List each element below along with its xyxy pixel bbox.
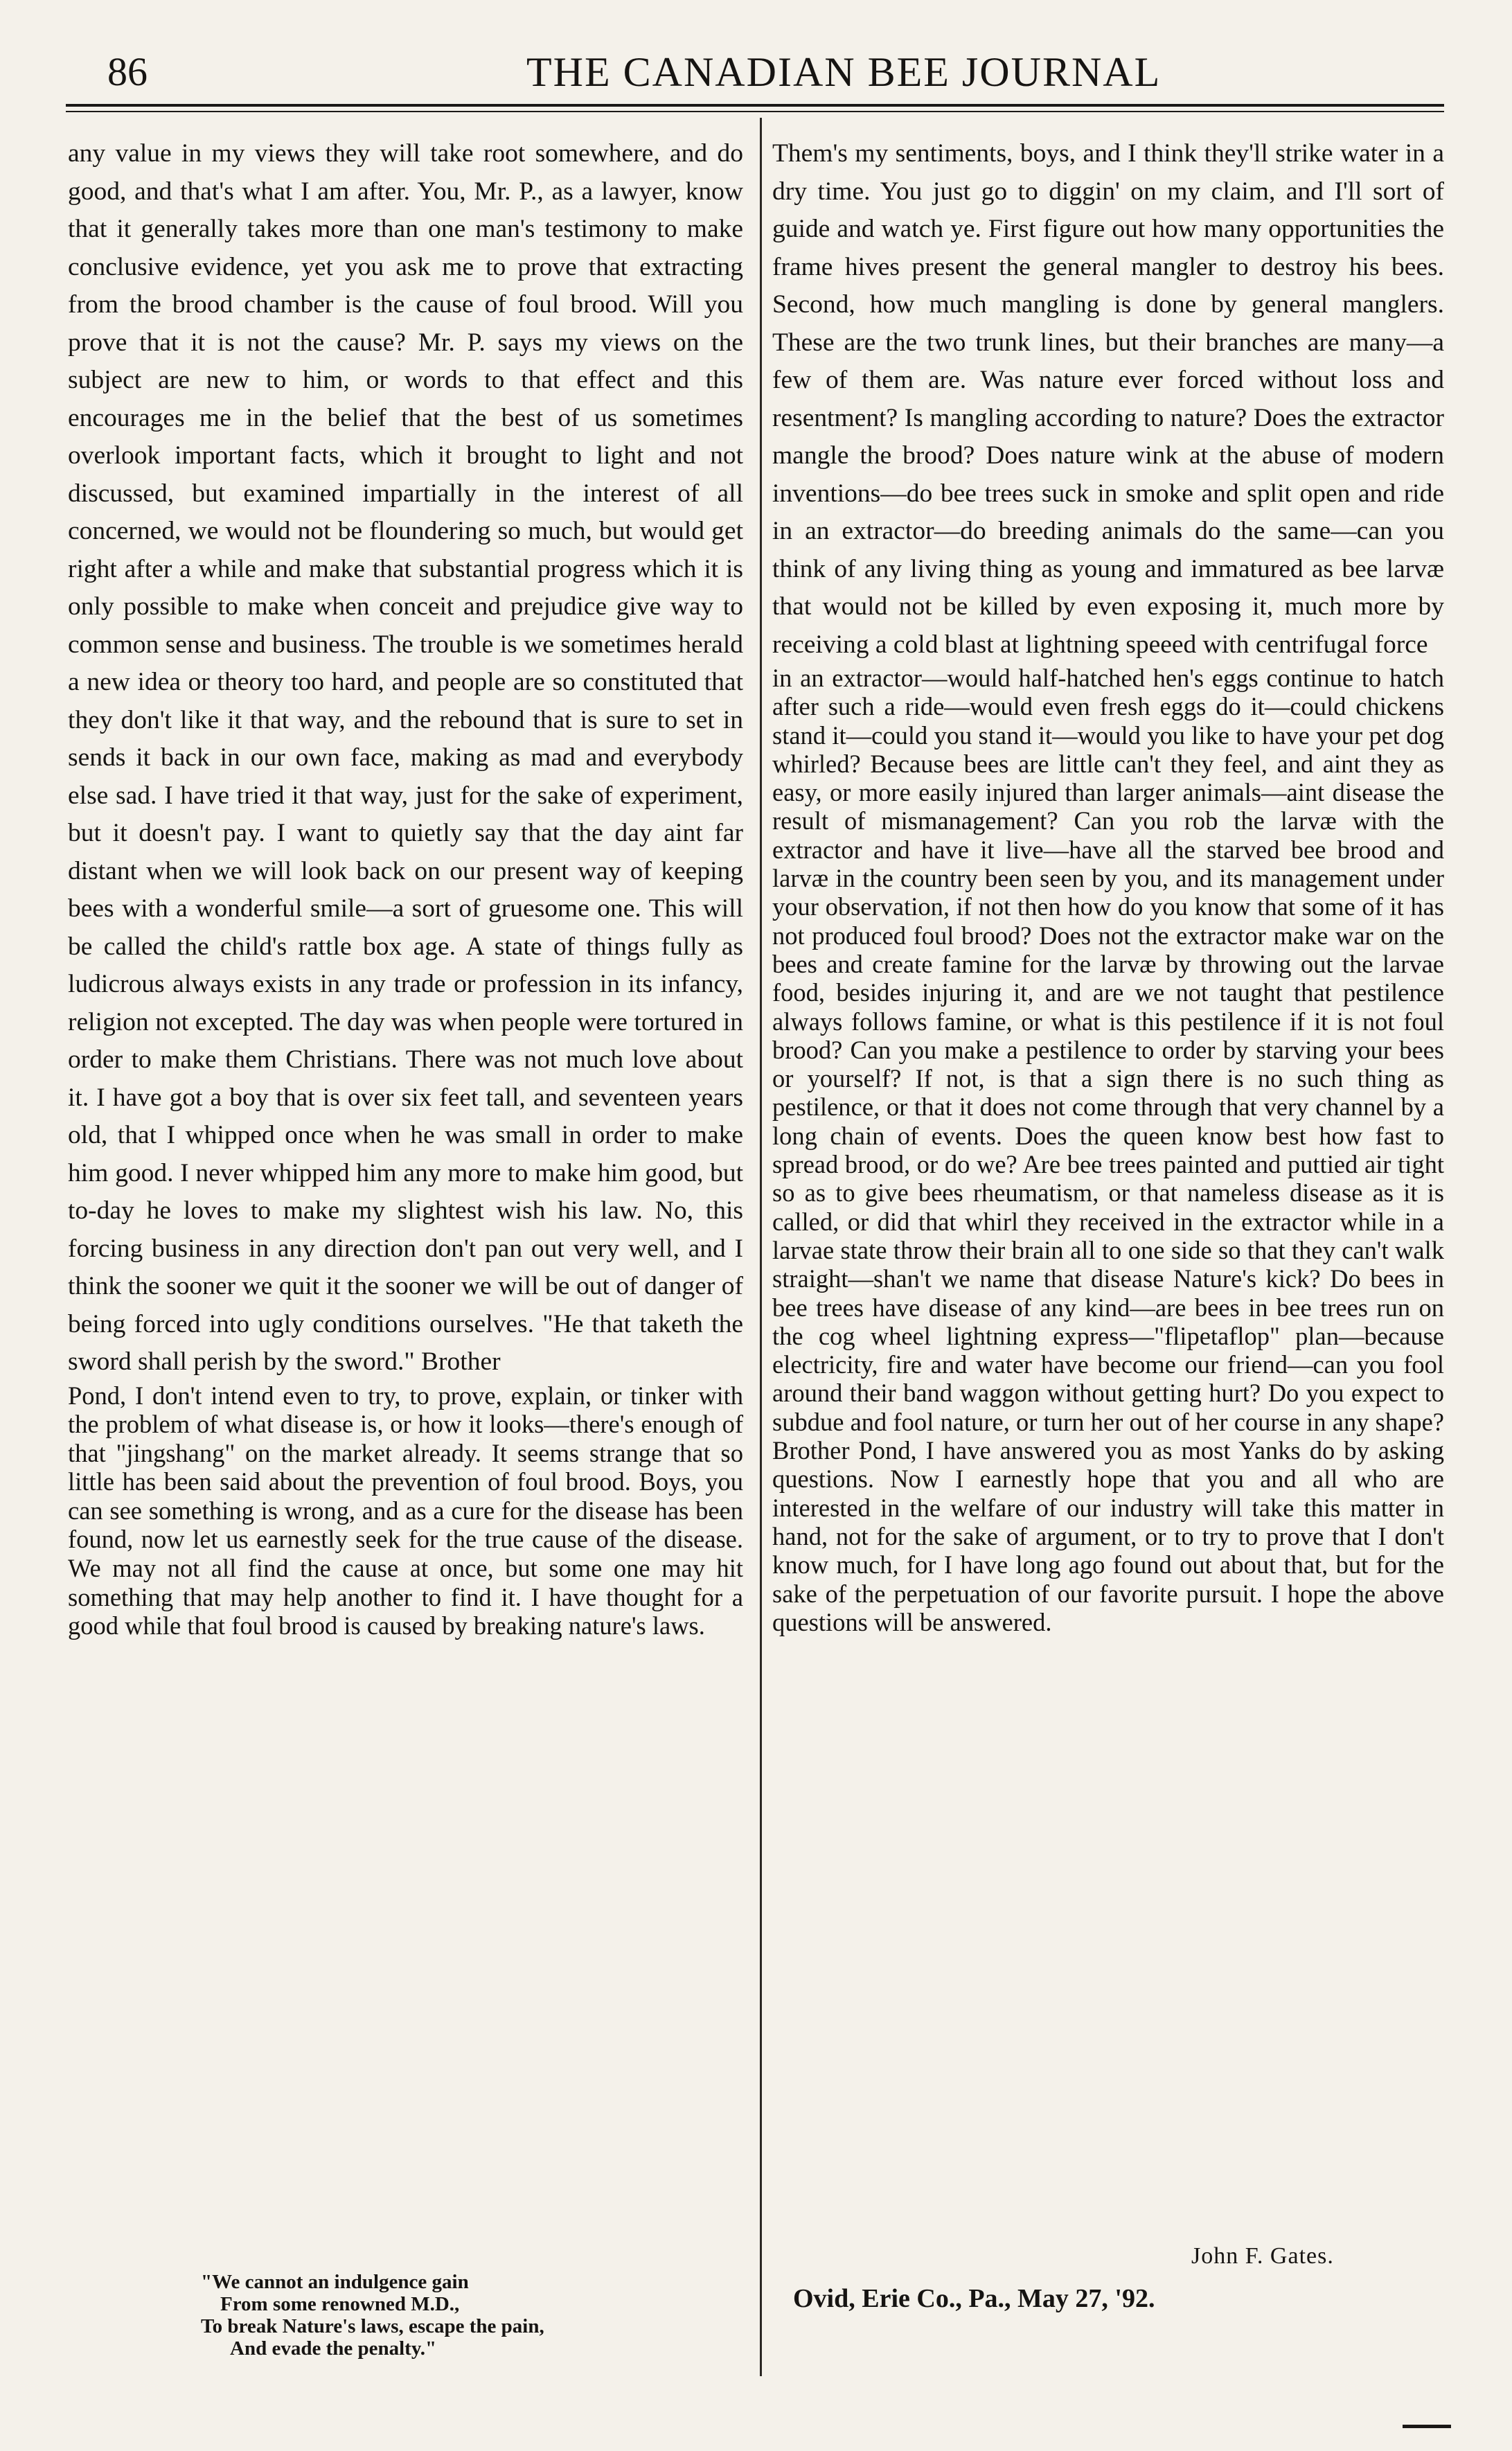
left-column bbox=[68, 135, 743, 1640]
author-signature: John F. Gates. bbox=[1191, 2243, 1334, 2269]
left-paragraph-1: any value in my views they will take root somewhere, and do good, and that's what I am after. You, Mr. P., as a lawyer, know that it generally takes more than one man's testimony to make conclusive evidence, yet you ask me to prove that extracting from the brood chamber is the cause of foul brood. Will you prove that it is not the cause? Mr. P. says my views on the subject are new to him, or words to that effect and this encourages me in the belief that the best of us sometimes overlook important facts, which it brought to light and not discussed, but examined impartially in the interest of all concerned, we would not be floundering so much, but would get right after a while and make that substantial progress which it is only possible to make when conceit and prejudice give way to common sense and business. The trouble is we sometimes herald a new idea or theory too hard, and people are so constituted that they don't like it that way, and the rebound that is sure to set in sends it back in our own face, making as mad and everybody else sad. I have tried it that way, just for the sake of experiment, but it doesn't pay. I want to quietly say that the day aint far distant when we will look back on our present way of keeping bees with a wonderful smile—a sort of gruesome one. This will be called the child's rattle box age. A state of things fully as ludicrous always exists in any trade or profession in its infancy, religion not excepted. The day was when people were tortured in order to make them Christians. There was not much love about it. I have got a boy that is over six feet tall, and seventeen years old, that I whipped once when he was small in order to make him good. I never whipped him any more to make him good, but to-day he loves to make my slightest wish his law. No, this forcing business in any direction don't pan out very well, and I think the sooner we quit it the sooner we will be out of danger of being forced into ugly conditions ourselves. "He that taketh the sword shall perish by the sword." Brother bbox=[68, 139, 743, 1376]
column-divider bbox=[760, 118, 762, 2376]
page-number: 86 bbox=[107, 49, 148, 94]
verse-line-1: "We cannot an indulgence gain bbox=[201, 2271, 469, 2293]
verse-line-4: And evade the penalty." bbox=[230, 2337, 437, 2360]
right-column bbox=[772, 135, 1444, 1636]
journal-title: THE CANADIAN BEE JOURNAL bbox=[526, 49, 1162, 95]
footer-rule bbox=[1403, 2425, 1451, 2428]
quoted-verse bbox=[201, 2271, 755, 2360]
right-paragraph-1: Them's my sentiments, boys, and I think they'll strike water in a dry time. You just go to diggin' on my claim, and I'll sort of guide and watch ye. First figure out how many opportunities the frame hives present the general mangler to destroy his bees. Second, how much mangling is done by general manglers. These are the two trunk lines, but their branches are many—a few of them are. Was nature ever forced without loss and resentment? Is mangling according to nature? Does the extractor mangle the brood? Does nature wink at the abuse of modern inventions—do bee trees suck in smoke and split open and ride in an extractor—do breeding animals do the same—can you think of any living thing as young and immatured as bee larvæ that would not be killed by even exposing it, much more by receiving a cold blast at lightning speeed with centrifugal force bbox=[772, 139, 1444, 659]
verse-line-3: To break Nature's laws, escape the pain, bbox=[201, 2315, 544, 2337]
page-header bbox=[66, 48, 1441, 104]
place-and-date: Ovid, Erie Co., Pa., May 27, '92. bbox=[793, 2284, 1155, 2313]
right-paragraph-2: in an extractor—would half-hatched hen's eggs continue to hatch after such a ride—would even fresh eggs do it—could chickens stand it—could you stand it—would you like to have your pet dog whirled? Because bees are little can't they feel, and aint they as easy, or more easily injured than larger animals—aint disease the result of mismanagement? Can you rob the larvæ with the extractor and have it live—have all the starved bee brood and larvæ in the country been seen by you, and its management under your observation, if not then how do you know that some of it has not produced foul brood? Does not the extractor make war on the bees and create famine for the larvæ by throwing out the larvae food, besides injuring it, and are we not taught that pestilence always follows famine, or what is this pestilence if it is not foul brood? Can you make a pestilence to order by starving your bees or yourself? If not, is that a sign there is no such thing as pestilence, or that it does not come through that very channel by a long chain of events. Does the queen know best how fast to spread brood, or do we? Are bee trees painted and puttied air tight so as to give bees rheumatism, or that nameless disease as it is called, or did that whirl they received in the extractor while in a larvae state throw their brain all to one side so that they can't walk straight—shan't we name that disease Nature's kick? Do bees in bee trees have disease of any kind—are bees in bee trees run on the cog wheel lightning express—"flipetaflop" plan—because electricity, fire and water have become our friend—can you fool around their band waggon without getting hurt? Do you expect to subdue and fool nature, or turn her out of her course in any shape? Brother Pond, I have answered you as most Yanks do by asking questions. Now I earnestly hope that you and all who are interested in the welfare of our industry will take this matter in hand, not for the sake of argument, or to try to prove that I don't know much, for I have long ago found out about that, but for the sake of the perpetuation of our favorite pursuit. I hope the above questions will be answered. bbox=[772, 664, 1444, 1636]
header-rule bbox=[66, 104, 1444, 107]
left-paragraph-2: Pond, I don't intend even to try, to prove, explain, or tinker with the problem of what disease is, or how it looks—there's enough of that "jingshang" on the market already. It seems strange that so little has been said about the prevention of foul brood. Boys, you can see something is wrong, and as a cure for the disease has been found, now let us earnestly seek for the true cause of the disease. We may not all find the cause at once, but some one may hit something that may help another to find it. I have thought for a good while that foul brood is caused by breaking nature's laws. bbox=[68, 1381, 743, 1640]
header-rule-thin bbox=[66, 111, 1444, 112]
verse-line-2: From some renowned M.D., bbox=[220, 2293, 460, 2315]
